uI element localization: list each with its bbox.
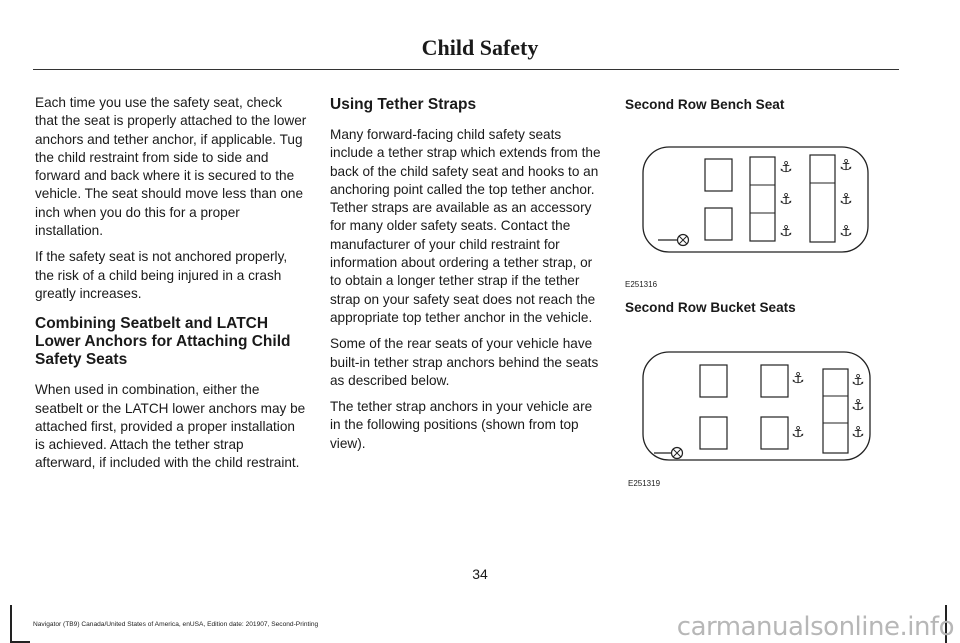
third-row-seat (823, 369, 848, 453)
bench-seat-diagram (640, 140, 876, 260)
bucket-seats-diagram (640, 348, 876, 466)
paragraph-tether-intro: Many forward-facing child safety seats include a tether strap which extends from the back of the child safety seat and hooks to an anchoring point called the top tether anchor. Tether straps are available as an accessory for many older safety seats. Contact the manufacturer of your child restraint for information about ordering a tether strap, or to obtain a longer tether strap if the tether strap on your safety seat does not reach the appropriate top tether anchor in the vehicle. (330, 127, 601, 325)
front-seat-left (700, 417, 727, 449)
section-heading-combining: Combining Seatbelt and LATCH Lower Anchors for Attaching Child Safety Seats (35, 315, 291, 369)
anchor-icon: ⚓ (839, 190, 853, 208)
anchor-icon: ⚓ (851, 396, 865, 414)
paragraph-check-installation: Each time you use the safety seat, check that the seat is properly attached to the lower anchors and tether anchor, if applicable. Tug the child restraint from side to side and forward and back where it is secured to the vehicle. The seat should move less than one inch when you do this for a proper installation. (35, 95, 307, 239)
anchor-icon: ⚓ (851, 371, 865, 389)
column-1 (35, 94, 307, 481)
diagram-heading-bucket: Second Row Bucket Seats (625, 300, 796, 315)
anchor-icon: ⚓ (839, 156, 853, 174)
figure-code-bench: E251316 (625, 280, 658, 289)
page-number: 34 (472, 566, 488, 582)
anchor-icon: ⚓ (779, 158, 793, 176)
anchor-icon: ⚓ (791, 369, 805, 387)
paragraph-built-in-anchors: Some of the rear seats of your vehicle have built-in tether strap anchors behind the seats as described below. (330, 336, 599, 388)
steering-wheel-icon (678, 235, 689, 246)
anchor-icon: ⚓ (839, 222, 853, 240)
front-seat-right (700, 365, 727, 397)
paragraph-anchor-positions: The tether strap anchors in your vehicle are in the following positions (shown from top view). (330, 399, 593, 451)
front-seat-left (705, 208, 732, 240)
anchor-icon: ⚓ (851, 423, 865, 441)
column-2 (330, 94, 602, 461)
steering-wheel-icon (672, 448, 683, 459)
second-row-bucket-seat-left (761, 417, 788, 449)
watermark: carmanualsonline.info (676, 612, 954, 642)
figure-code-bucket: E251319 (628, 479, 661, 488)
crop-mark-left-h (10, 641, 30, 643)
paragraph-combination: When used in combination, either the seatbelt or the LATCH lower anchors may be attached first, provided a proper installation is achieved. Attach the tether strap afterward, if included with the child restraint. (35, 382, 306, 471)
front-seat-right (705, 159, 732, 191)
footer-edition-info: Navigator (TB9) Canada/United States of America, enUSA, Edition date: 201907, Second-Printing (33, 621, 319, 628)
page-header-title: Child Safety (421, 35, 539, 60)
crop-mark-left (10, 605, 12, 643)
anchor-icon: ⚓ (779, 190, 793, 208)
anchor-icon: ⚓ (791, 423, 805, 441)
anchor-icon: ⚓ (779, 222, 793, 240)
header-divider (33, 69, 899, 70)
section-heading-tether: Using Tether Straps (330, 96, 477, 113)
paragraph-anchoring-risk: If the safety seat is not anchored properly, the risk of a child being injured in a crash greatly increases. (35, 249, 288, 301)
second-row-bucket-seat-right (761, 365, 788, 397)
third-row-seat (810, 155, 835, 242)
diagram-heading-bench: Second Row Bench Seat (625, 97, 785, 112)
second-row-bench-seat (750, 157, 775, 241)
